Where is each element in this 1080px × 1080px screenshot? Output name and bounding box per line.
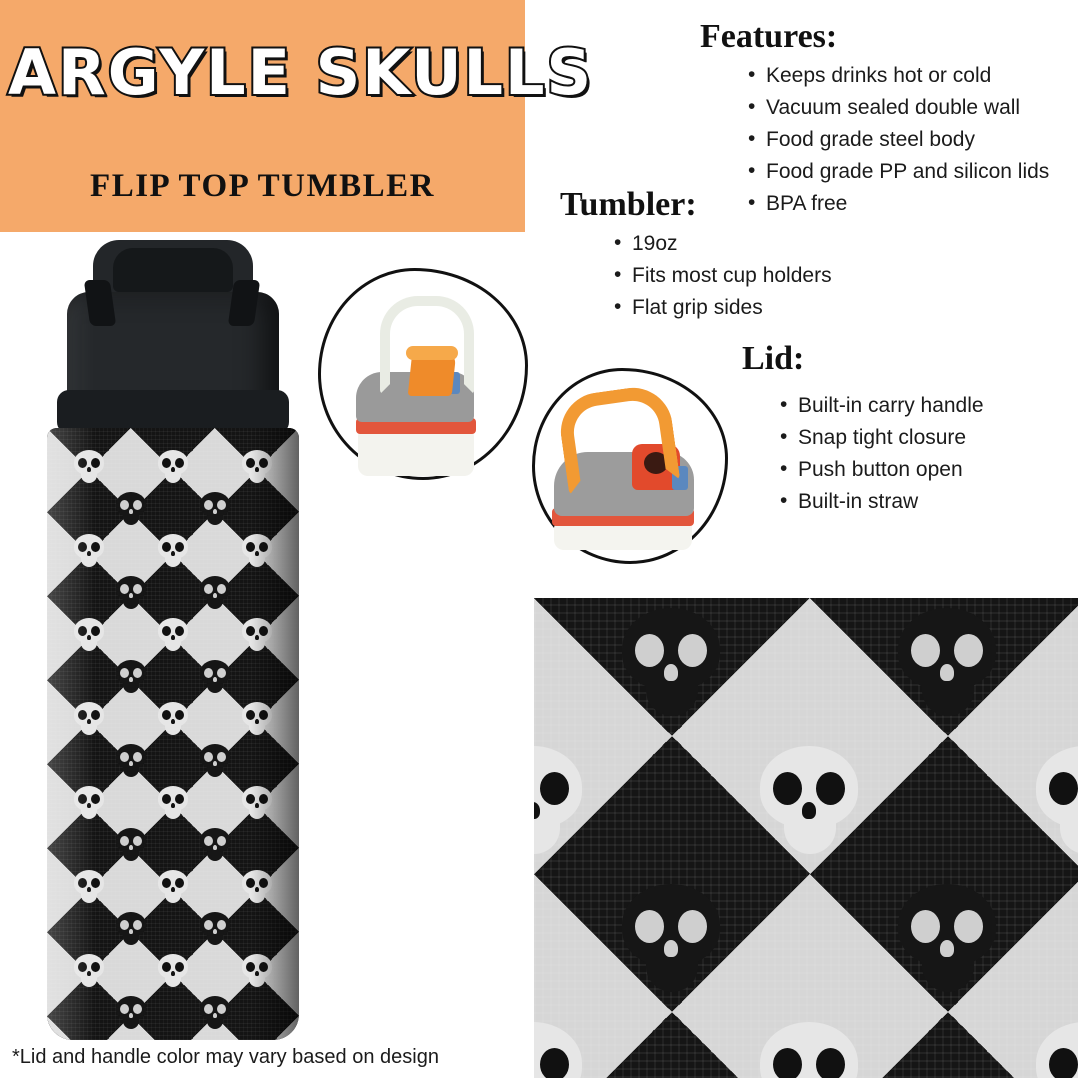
lid-carry-handle [380, 296, 474, 394]
disclaimer-text: *Lid and handle color may vary based on design [12, 1046, 439, 1068]
features-heading: Features: [700, 18, 838, 55]
list-item: • Built-in carry handle [780, 390, 984, 422]
tumbler-heading: Tumbler: [560, 186, 697, 223]
bottle-top [554, 524, 692, 550]
list-item: • Food grade steel body [748, 124, 1049, 156]
inset-closed-lid-image [318, 268, 528, 480]
pattern-swatch-image [532, 596, 1080, 1080]
main-product-image [35, 240, 310, 1040]
list-item: • Push button open [780, 454, 984, 486]
skull-overlay-large [534, 598, 1078, 1078]
page-subtitle: FLIP TOP TUMBLER [90, 168, 435, 204]
inset-open-lid-image [532, 368, 728, 564]
lid-list [780, 390, 984, 518]
features-list [748, 60, 1049, 220]
skull-overlay [47, 428, 299, 1040]
list-item: • Snap tight closure [780, 422, 984, 454]
tumbler-body [47, 428, 299, 1040]
list-item: • Food grade PP and silicon lids [748, 156, 1049, 188]
tumbler-list [614, 228, 832, 324]
list-item: • Keeps drinks hot or cold [748, 60, 1049, 92]
page-title: ARGYLE SKULLS [8, 36, 594, 109]
bottle-top [358, 432, 474, 476]
lid-handle [113, 248, 233, 292]
list-item: • Vacuum sealed double wall [748, 92, 1049, 124]
list-item: • BPA free [748, 188, 1049, 220]
list-item: • 19oz [614, 228, 832, 260]
list-item: • Built-in straw [780, 486, 984, 518]
lid-heading: Lid: [742, 340, 805, 377]
list-item: • Flat grip sides [614, 292, 832, 324]
list-item: • Fits most cup holders [614, 260, 832, 292]
